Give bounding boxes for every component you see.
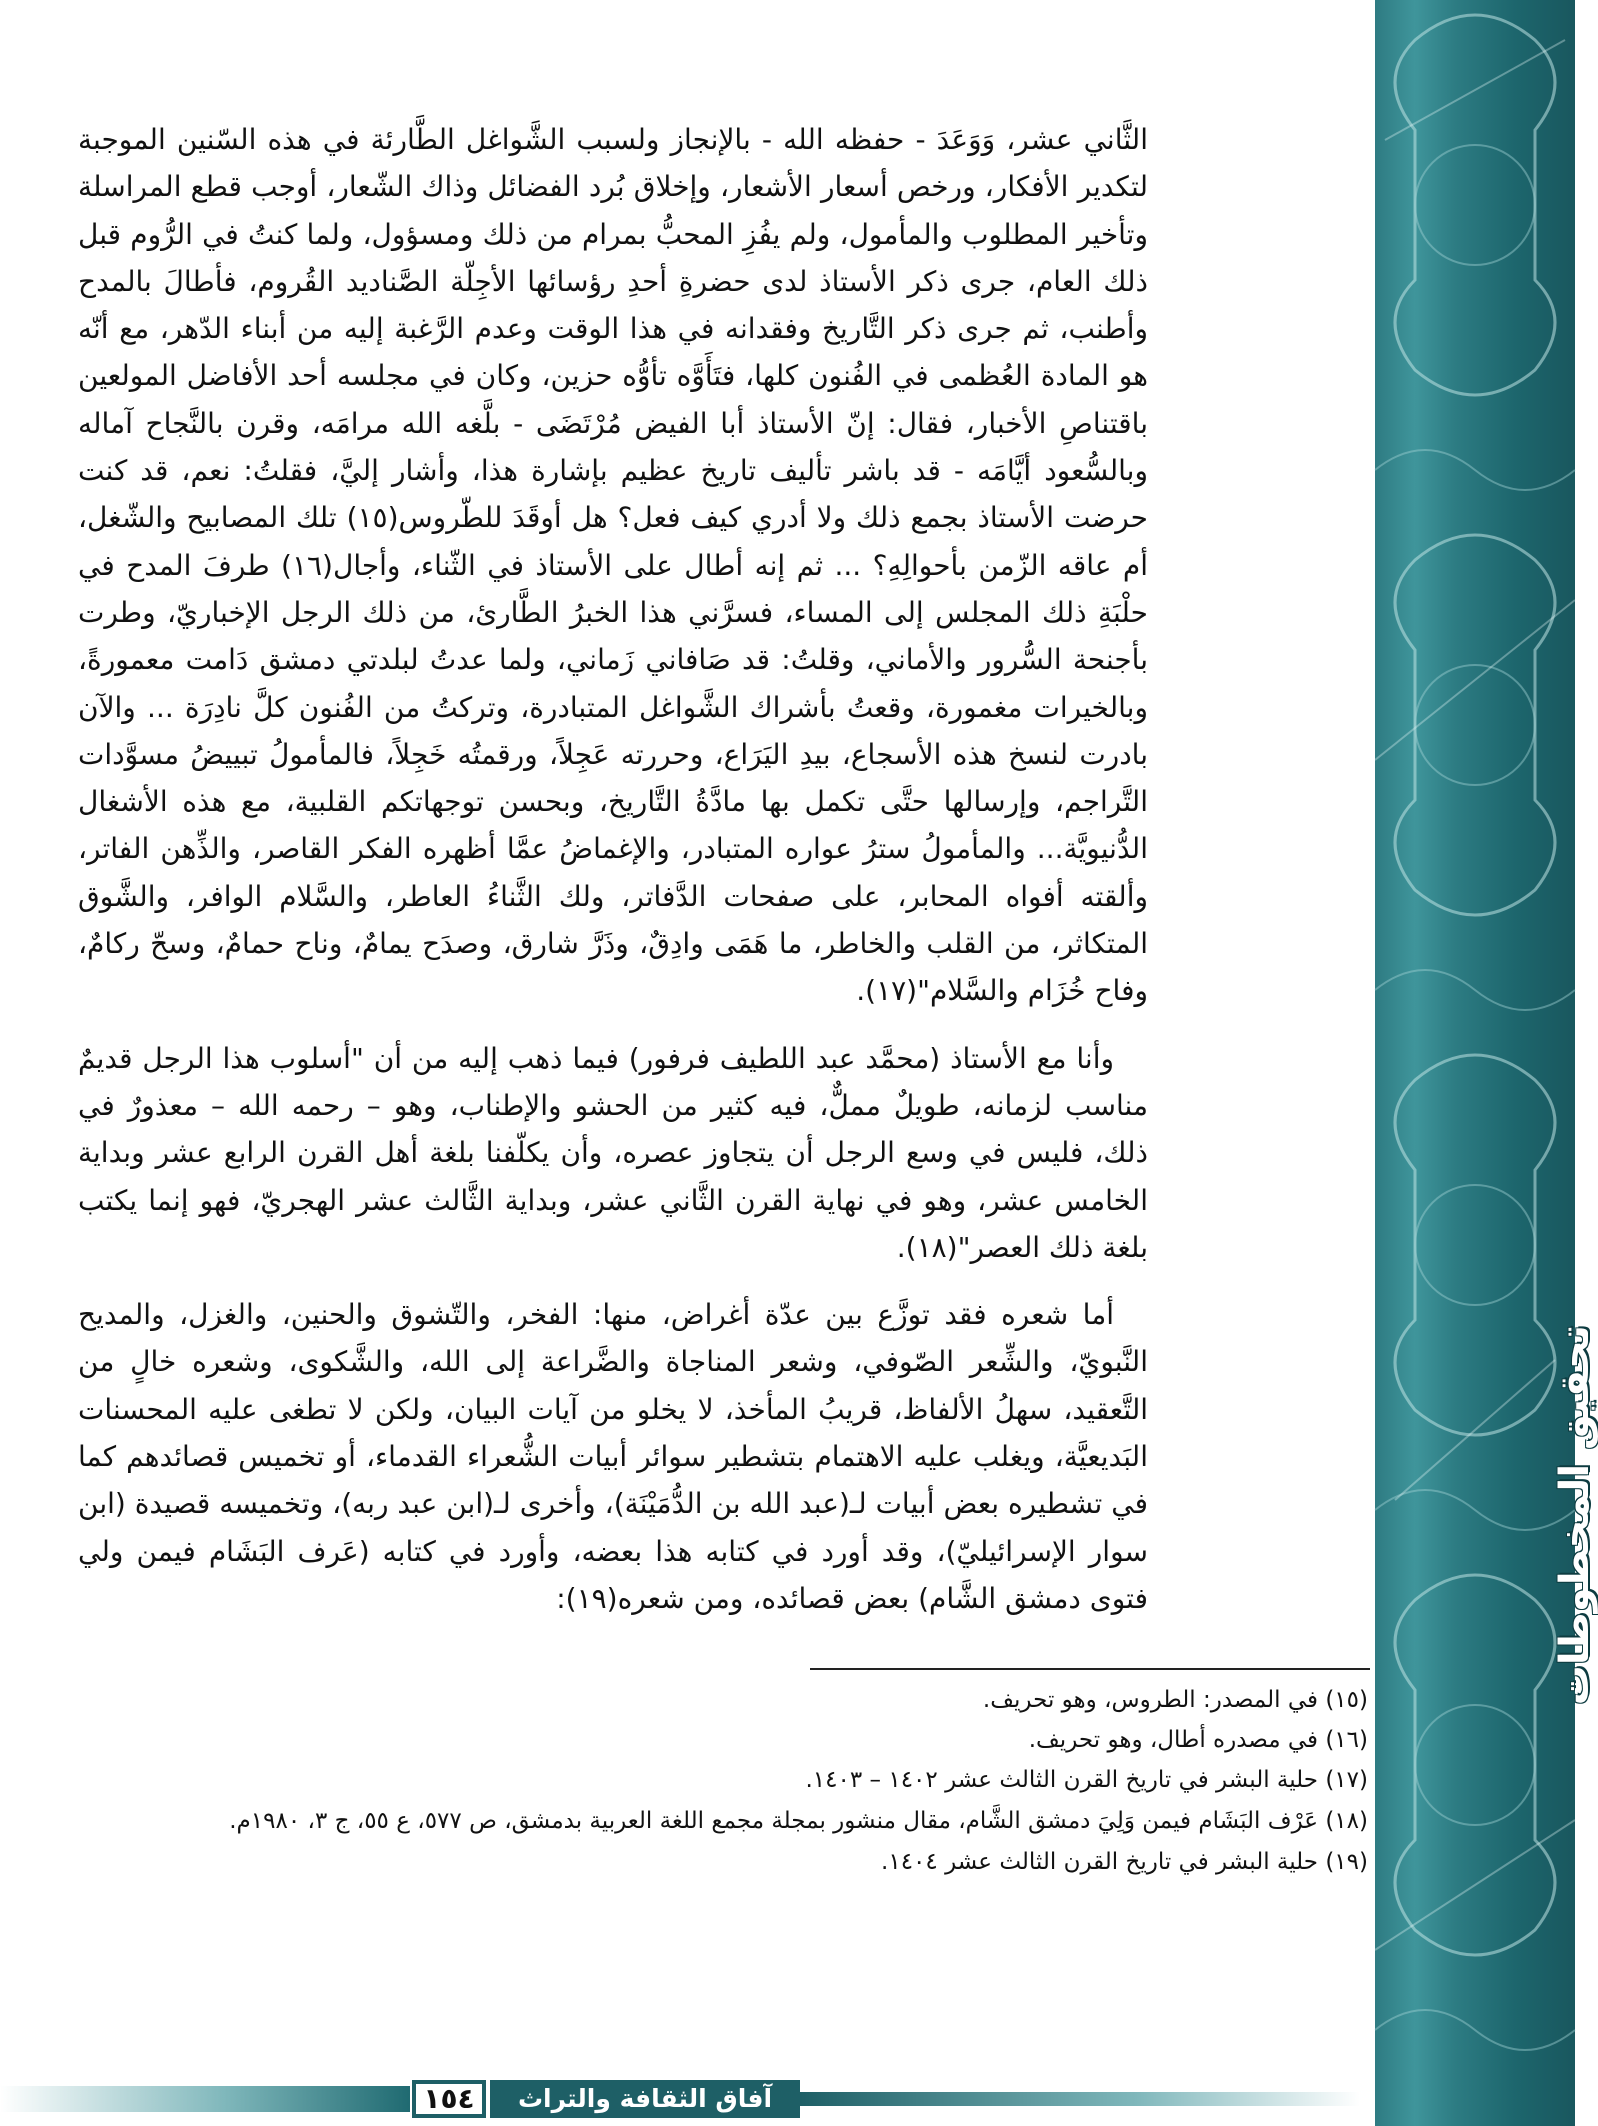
footnote-18: (١٨) عَرْف البَشَام فيمن وَلِيَ دمشق الشَّام، مقال منشور بمجلة مجمع اللغة العربية بدمشق، ص ٥٧٧، ع ٥٥، ج ٣، ١٩٨٠م. [229, 1808, 1368, 1834]
decorative-side-band [1375, 0, 1598, 2126]
footnote-divider [810, 1668, 1370, 1670]
article-body [78, 116, 1148, 1622]
section-title-vertical [1552, 1325, 1598, 1706]
journal-title: آفاق الثقافة والتراث [490, 2080, 800, 2118]
arabesque-pattern [1375, 0, 1575, 2126]
footer-gradient [0, 2086, 410, 2112]
footnote-19: (١٩) حلية البشر في تاريخ القرن الثالث عشر ١٤٠٤. [881, 1849, 1368, 1875]
section-title-text: تحقيق المخطوطات [1552, 1325, 1598, 1706]
footer-tail-gradient [800, 2092, 1360, 2106]
body-paragraph: أما شعره فقد توزَّع بين عدّة أغراض، منها: الفخر، والتّشوق والحنين، والغزل، والمديح النَّبويّ، والشِّعر الصّوفي، وشعر المناجاة والضَّراعة إلى الله، والشَّكوى، وشعره خالٍ من التَّعقيد، سهلُ الألفاظ، قريبُ المأخذ، لا يخلو من آيات البيان، ولكن لا تطغى عليه المحسنات البَديعيَّة، ويغلب عليه الاهتمام بتشطير سوائر أبيات الشُّعراء القدماء، أو تخميس قصائدهم كما في تشطيره بعض أبيات لـ(عبد الله بن الدُّمَيْنَة)، وأخرى لـ(ابن عبد ربه)، وتخميسه قصيدة (ابن سوار الإسرائيليّ)، وقد أورد في كتابه هذا بعضه، وأورد في كتابه (عَرف البَشَام فيمن ولي فتوى دمشق الشَّام) بعض قصائده، ومن شعره(١٩): [78, 1298, 1148, 1615]
footnote-17: (١٧) حلية البشر في تاريخ القرن الثالث عشر ١٤٠٢ – ١٤٠٣. [805, 1767, 1368, 1793]
body-paragraph: وأنا مع الأستاذ (محمَّد عبد اللطيف فرفور) فيما ذهب إليه من أن "أسلوب هذا الرجل قديمٌ مناسب لزمانه، طويلٌ مملٌّ، فيه كثير من الحشو والإطناب، وهو – رحمه الله – معذورٌ في ذلك، فليس في وسع الرجل أن يتجاوز عصره، وأن يكلّفنا بلغة أهل القرن الرابع عشر وبداية الخامس عشر، وهو في نهاية القرن الثَّاني عشر، وبداية الثَّالث عشر الهجريّ، فهو إنما يكتب بلغة ذلك العصر"(١٨). [78, 1041, 1148, 1264]
footnote-15: (١٥) في المصدر: الطروس، وهو تحريف. [982, 1687, 1368, 1713]
footnote-16: (١٦) في مصدره أطال، وهو تحريف. [1028, 1727, 1368, 1753]
footnotes-section [78, 1680, 1368, 1882]
body-paragraph: الثَّاني عشر، وَوَعَدَ - حفظه الله - بالإنجاز ولسبب الشَّواغل الطَّارئة في هذه السّنين الموجبة لتكدير الأفكار، ورخص أسعار الأشعار، وإخلاق بُرد الفضائل وذاك الشّعار، أوجب قطع المراسلة وتأخير المطلوب والمأمول، ولم يفُزِ المحبُّ بمرام من ذلك ومسؤول، ولما كنتُ في الرُّوم قبل ذلك العام، جرى ذكر الأستاذ لدى حضرةِ أحدِ رؤسائها الأجِلّة الصَّناديد القُروم، فأطالَ بالمدح وأطنب، ثم جرى ذكر التَّاريخ وفقدانه في هذا الوقت وعدم الرَّغبة إليه من أبناء الدّهر، مع أنّه هو المادة العُظمى في الفُنون كلها، فتَأَوَّه تأوُّه حزين، وكان في مجلسه أحد الأفاضل المولعين باقتناصِ الأخبار، فقال: إنّ الأستاذ أبا الفيض مُرْتَضَى - بلَّغه الله مرامَه، وقرن بالنَّجاح آماله وبالسُّعود أيَّامَه - قد باشر تأليف تاريخ عظيم بإشارة هذا، وأشار إليَّ، فقلتُ: نعم، قد كنت حرضت الأستاذ بجمع ذلك ولا أدري كيف فعل؟ هل أوقَدَ للطّروس(١٥) تلك المصابيح والشّغل، أم عاقه الزّمن بأحوالِهِ؟ ... ثم إنه أطال على الأستاذ في الثّناء، وأجال(١٦) طرفَ المدح في حلْبَةِ ذلك المجلس إلى المساء، فسرَّني هذا الخبرُ الطَّارئ، من ذلك الرجل الإخباريّ، وطرت بأجنحة السُّرور والأماني، وقلتُ: قد صَافاني زَماني، ولما عدتُ لبلدتي دمشق دَامت معمورةً، وبالخيرات مغمورة، وقعتُ بأشراك الشَّواغل المتبادرة، وتركتُ من الفُنون كلَّ نادِرَة ... والآن بادرت لنسخ هذه الأسجاع، بيدِ اليَرَاع، وحررته عَجِلاً، ورقمتُه خَجِلاً، فالمأمولُ تبييضُ مسوَّدات التَّراجم، وإرسالها حتَّى تكمل بها مادَّةُ التَّاريخ، وبحسن توجهاتكم القلبية، مع هذه الأشغال الدُّنيويَّة... والمأمولُ سترُ عواره المتبادر، والإغماضُ عمَّا أظهره الفكر القاصر، والذِّهن الفاتر، وألقته أفواه المحابر، على صفحات الدَّفاتر، ولك الثَّناءُ العاطر، والسَّلام الوافر، والشَّوق المتكاثر، من القلب والخاطر، ما هَمَى وادِقٌ، وذَرَّ شارق، وصدَح يمامٌ، وناح حمامٌ، وسحّ ركامٌ، وفاح خُزَام والسَّلام"(١٧). [78, 123, 1148, 1008]
page-number: ١٥٤ [412, 2080, 486, 2118]
